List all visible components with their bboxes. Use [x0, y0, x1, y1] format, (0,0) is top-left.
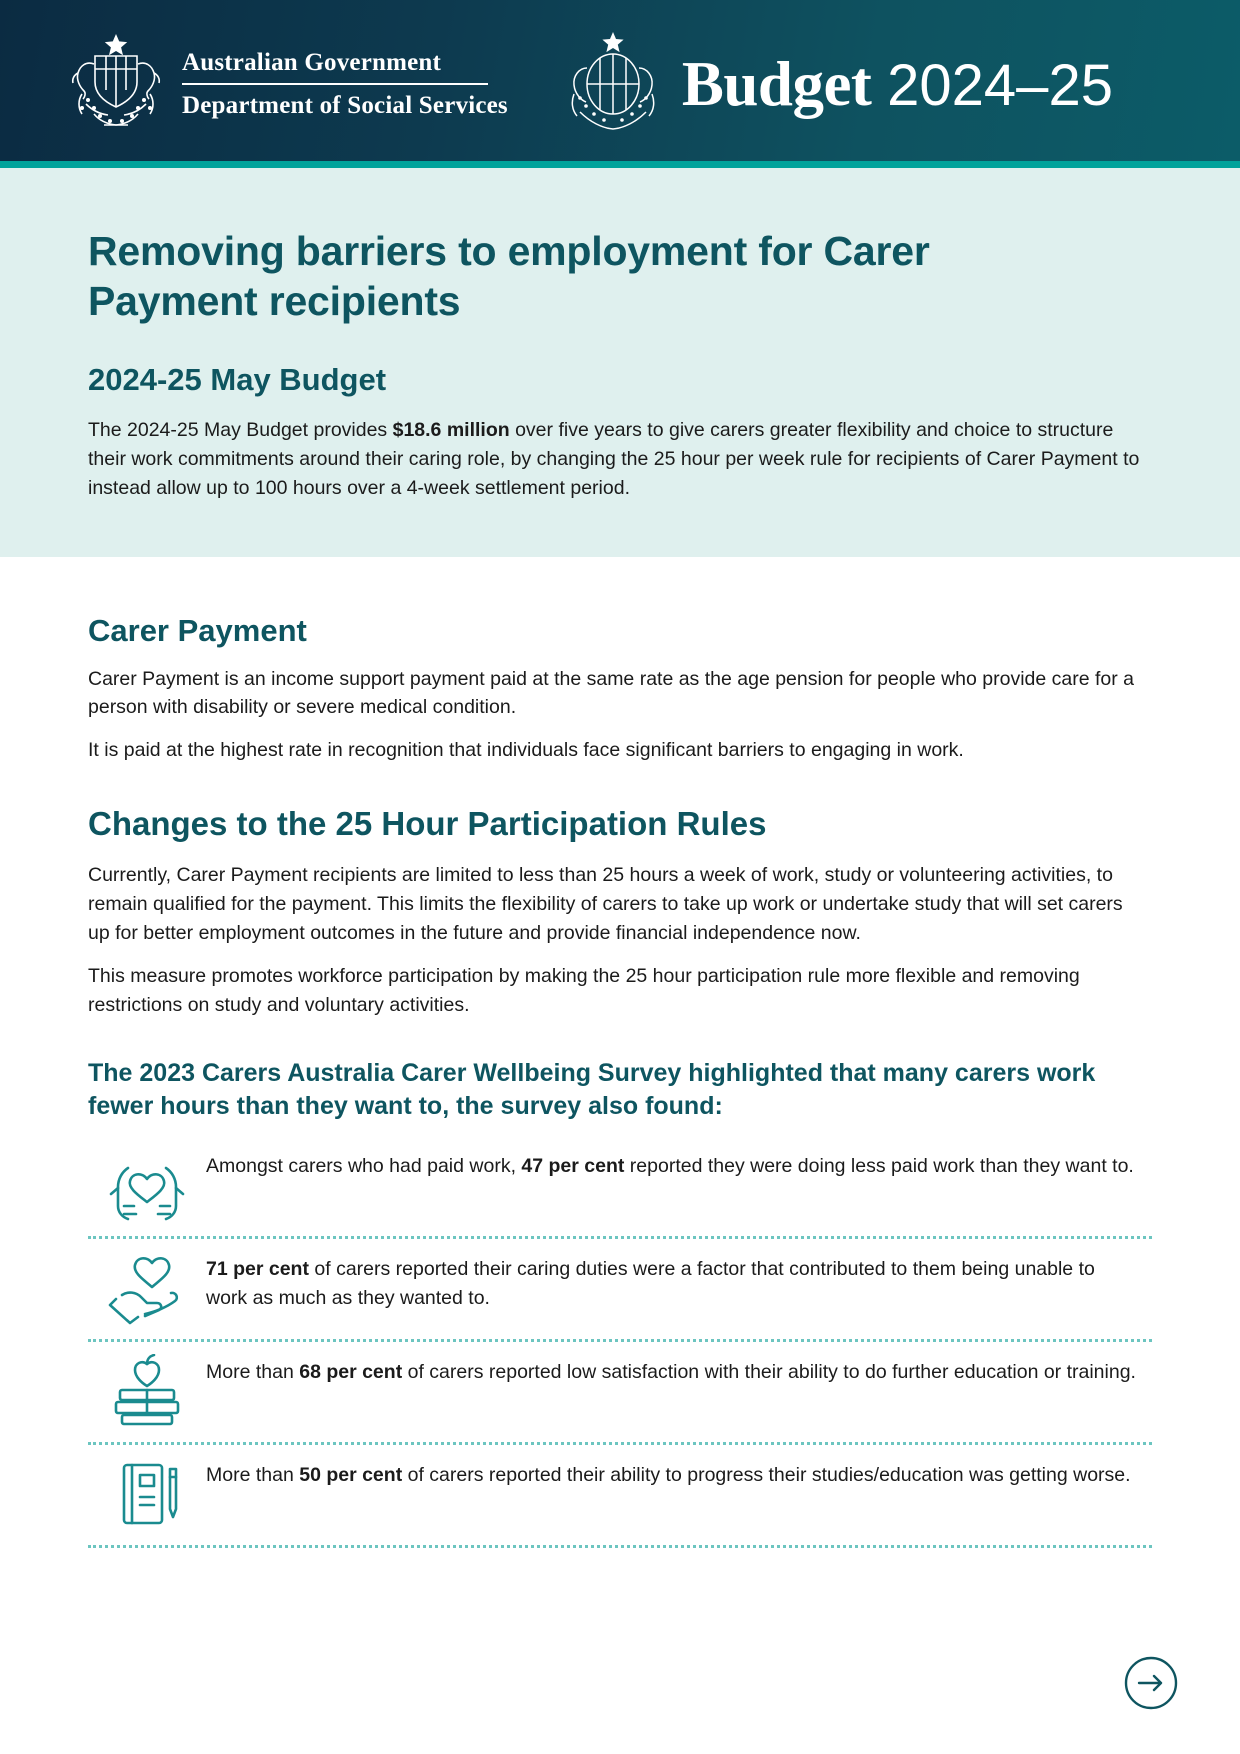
commonwealth-coat-of-arms-icon: [64, 28, 168, 140]
survey-heading: The 2023 Carers Australia Carer Wellbeing Survey highlighted that many carers work fewer hours than they want to, the survey also found:: [88, 1059, 1096, 1120]
intro-panel: [0, 168, 1240, 557]
section-heading-carer-payment: Carer Payment: [88, 612, 307, 648]
survey-item-1-pre: Amongst carers who had paid work,: [206, 1155, 522, 1178]
carer-payment-paragraph-2: It is paid at the highest rate in recognition that individuals face significant barriers to engaging in work.: [88, 739, 964, 762]
survey-item-text: [206, 1352, 1136, 1387]
survey-item-1-post: reported they were doing less paid work than they want to.: [624, 1155, 1134, 1178]
survey-item-2-post: of carers reported their caring duties were a factor that contributed to them being unable to work as much as they wanted to.: [206, 1258, 1095, 1310]
survey-item-text: [206, 1146, 1134, 1181]
survey-item-3-stat: 68 per cent: [299, 1361, 403, 1384]
intro-paragraph-pre: The 2024-25 May Budget provides: [88, 419, 393, 442]
carer-payment-paragraph-1: Carer Payment is an income support payment paid at the same rate as the age pension for people who provide care for a person with disability or severe medical condition.: [88, 667, 1135, 719]
budget-lockup: [560, 28, 1113, 140]
section-heading-changes: Changes to the 25 Hour Participation Rules: [88, 805, 767, 843]
apple-on-books-icon: [88, 1352, 206, 1428]
survey-item-2-stat: 71 per cent: [206, 1258, 309, 1281]
budget-title-word: Budget: [681, 48, 872, 119]
intro-paragraph-amount: $18.6 million: [392, 419, 510, 442]
budget-coat-of-arms-icon: [560, 28, 666, 140]
survey-findings-list: [88, 1136, 1152, 1548]
intro-paragraph: [88, 416, 1143, 503]
government-wordmark: [182, 48, 508, 121]
gov-line-australian-government: Australian Government: [182, 48, 442, 76]
budget-title: [681, 48, 1113, 119]
arrow-right-circle-icon[interactable]: [1124, 1656, 1178, 1710]
changes-paragraph-1: Currently, Carer Payment recipients are limited to less than 25 hours a week of work, study or volunteering activities, to remain qualified for the payment. This limits the flexibility of carers to take up work or undertake study that will set carers up for better employment outcomes in the future and provide financial independence now.: [88, 864, 1123, 944]
header-accent-bar: [0, 161, 1240, 168]
survey-item-1-stat: 47 per cent: [521, 1155, 625, 1178]
survey-item-4-pre: More than: [206, 1464, 300, 1487]
survey-item-3-post: of carers reported low satisfaction with their ability to do further education or training.: [402, 1361, 1136, 1384]
budget-title-year: 2024–25: [887, 52, 1113, 118]
page-header: [0, 0, 1240, 168]
survey-item-text: [206, 1455, 1131, 1490]
main-content: [0, 557, 1240, 1549]
intro-subtitle: 2024-25 May Budget: [88, 362, 387, 398]
survey-item-4-post: of carers reported their ability to progress their studies/education was getting worse.: [402, 1464, 1131, 1487]
gov-line-department: Department of Social Services: [182, 91, 508, 119]
survey-item-3-pre: More than: [206, 1361, 300, 1384]
hand-holding-heart-icon: [88, 1249, 206, 1325]
list-item: [88, 1136, 1152, 1239]
list-item: [88, 1239, 1152, 1342]
list-item: [88, 1445, 1152, 1548]
changes-paragraph-2: This measure promotes workforce participation by making the 25 hour participation rule more flexible and removing restrictions on study and voluntary activities.: [88, 964, 1080, 1016]
hands-holding-heart-icon: [88, 1146, 206, 1222]
list-item: [88, 1342, 1152, 1445]
book-and-pencil-icon: [88, 1455, 206, 1531]
survey-item-4-stat: 50 per cent: [299, 1464, 403, 1487]
survey-item-text: [206, 1249, 1136, 1313]
page-title: Removing barriers to employment for Carer Payment recipients: [88, 228, 930, 325]
wordmark-divider: [182, 83, 488, 85]
intro-paragraph-post: over five years to give carers greater flexibility and choice to structure their work commitments around their caring role, by changing the 25 hour per week rule for recipients of Carer Payment to instead allow up to 100 hours over a 4-week settlement period.: [88, 419, 1140, 499]
